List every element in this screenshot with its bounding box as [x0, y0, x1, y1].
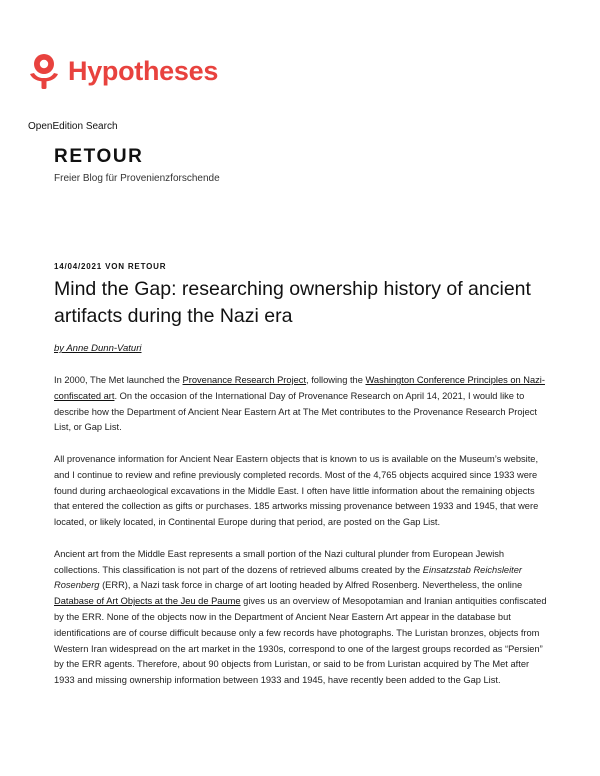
paragraph-2: All provenance information for Ancient Near Eastern objects that is known to us is available on the Museum’s website, and I continue to review and refine previously completed records. Most of the 4,765 objects acquired since 1933 were found during archaeological excavations in the Middle East. I often have little information about the remaining objects that entered the collection as gifts or purchases. 185 artworks missing provenance between 1933 and 1945, that were located, or likely located, in Continental Europe during that period, are posted on the Gap List.	[54, 453, 539, 528]
provenance-research-project-link[interactable]: Provenance Research Project	[182, 375, 307, 385]
post-date[interactable]: 14/04/2021	[54, 262, 103, 271]
jeu-de-paume-database-link[interactable]: Database of Art Objects at the Jeu de Paume	[54, 596, 241, 607]
brand-name: Hypotheses	[68, 55, 219, 86]
err-name: Einsatzstab Reichsleiter Rosenberg	[54, 564, 523, 591]
post-meta	[54, 262, 166, 271]
openedition-search-link[interactable]: OpenEdition Search	[28, 121, 118, 132]
site-tagline: Freier Blog für Provenienzforschende	[54, 173, 220, 184]
hypotheses-logo-icon	[26, 52, 62, 90]
post-byline: by Anne Dunn-Vaturi	[54, 343, 142, 354]
post-content	[54, 373, 550, 705]
post-title: Mind the Gap: researching ownership history of ancient artifacts during the Nazi era	[54, 278, 531, 327]
paragraph-1: In 2000, The Met launched the Provenance Research Project, following the Washington Conference Principles on Nazi-confiscated art. On the occasion of the International Day of Provenance Research on April 14, 2021, I would like to describe how the Department of Ancient Near Eastern Art at The Met contributes to the Provenance Research Project List, or Gap List.	[54, 375, 545, 433]
washington-principles-link[interactable]: Washington Conference Principles on Nazi-confiscated art	[54, 375, 545, 401]
post-by: VON	[105, 262, 125, 271]
paragraph-3: Ancient art from the Middle East represents a small portion of the Nazi cultural plunder from European Jewish collections. This classification is not part of the dozens of retrieved albums created by the Einsatzstab Reichsleiter Rosenberg (ERR), a Nazi task force in charge of art looting headed by Alfred Rosenberg. Nevertheless, the online Database of Art Objects at the Jeu de Paume gives us an overview of Mesopotamian and Iranian antiquities confiscated by the ERR. None of the objects now in the Department of Ancient Near Eastern Art appear in the database but identifications are of course difficult because only a few records have photographs. The Luristan bronzes, objects from Western Iran widespread on the art market in the 1930s, correspond to one of the largest groups recorded as “Persien” by the ERR agents. Therefore, about 90 objects from Luristan, or said to be from Luristan acquired by The Met after 1933 and missing ownership information between 1933 and 1945, have recently been added to the Gap List.	[54, 548, 547, 686]
hypotheses-logo[interactable]	[26, 52, 218, 90]
site-title[interactable]: RETOUR	[54, 146, 144, 167]
post-author-link[interactable]: RETOUR	[127, 262, 167, 271]
